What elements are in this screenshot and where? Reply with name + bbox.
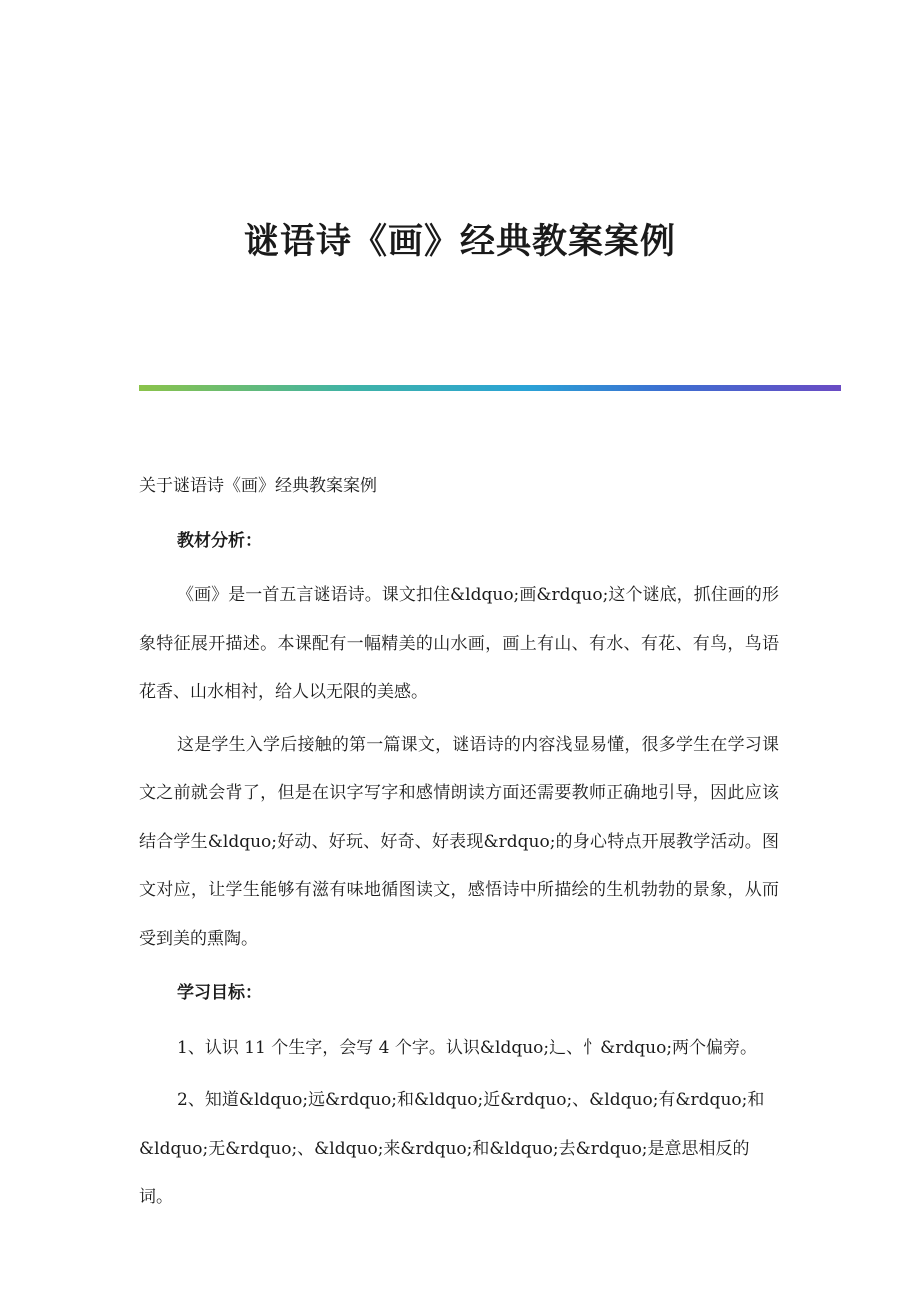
paragraph-materials-2: 这是学生入学后接触的第一篇课文，谜语诗的内容浅显易懂，很多学生在学习课文之前就会背了，但是在识字写字和感情朗读方面还需要教师正确地引导，因此应该结合学生&ldquo;好动、好玩、好奇、好表现&rdquo;的身心特点开展教学活动。图文对应，让学生能够有滋有味地循图读文，感悟诗中所描绘的生机勃勃的景象，从而受到美的熏陶。	[139, 734, 779, 949]
intro-line: 关于谜语诗《画》经典教案案例	[139, 476, 377, 496]
title-divider	[139, 385, 841, 391]
goal-item-2: 2、知道&ldquo;远&rdquo;和&ldquo;近&rdquo;、&ldquo;有&rdquo;和&ldquo;无&rdquo;、&ldquo;来&rdquo;和&ldquo;去&rdquo;是意思相反的词。	[139, 1090, 765, 1207]
paragraph-materials-1: 《画》是一首五言谜语诗。课文扣住&ldquo;画&rdquo;这个谜底，抓住画的形象特征展开描述。本课配有一幅精美的山水画，画上有山、有水、有花、有鸟，鸟语花香、山水相衬，给人以无限的美感。	[139, 585, 779, 702]
document-body	[139, 462, 779, 1222]
goal-item-1: 1、认识 11 个生字，会写 4 个字。认识&ldquo;辶、忄&rdquo;两个偏旁。	[177, 1037, 758, 1058]
section-heading-materials: 教材分析：	[177, 530, 262, 551]
document-title: 谜语诗《画》经典教案案例	[243, 221, 676, 262]
section-heading-goals: 学习目标：	[177, 983, 262, 1003]
